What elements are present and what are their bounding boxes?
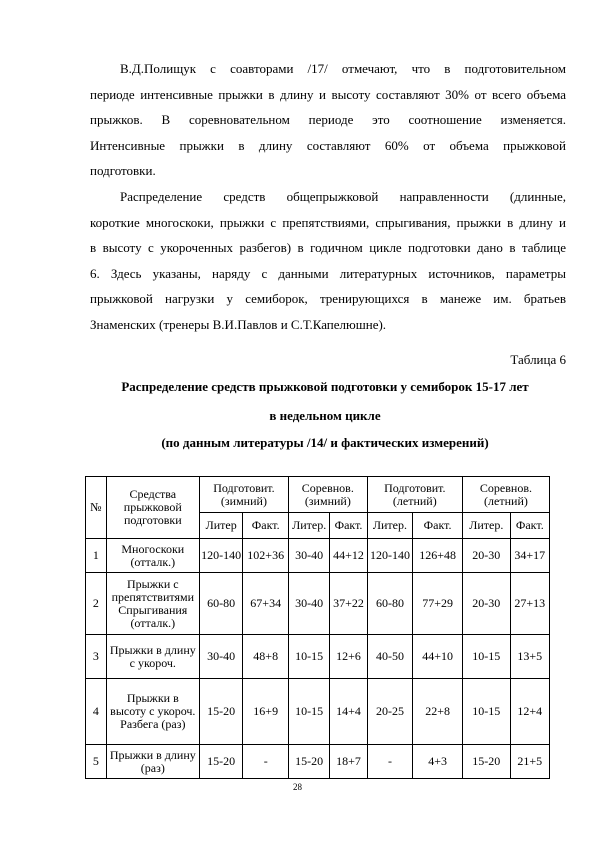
text-line: периоде интенсивные прыжки в длину и высоту составляют 30% от всего объема <box>90 86 566 102</box>
row-means: Прыжки в длину (раз) <box>106 745 199 779</box>
row-value: 27+13 <box>510 573 549 635</box>
row-value: 48+8 <box>243 635 289 679</box>
subheader-cell: Факт. <box>510 513 549 539</box>
row-value: 10-15 <box>288 635 329 679</box>
row-value: 12+4 <box>510 679 549 745</box>
row-value: 30-40 <box>199 635 243 679</box>
row-value: 44+10 <box>413 635 463 679</box>
data-table <box>85 476 550 779</box>
row-value: 30-40 <box>288 573 329 635</box>
row-value: 18+7 <box>330 745 367 779</box>
row-means: Многоскоки (отталк.) <box>106 539 199 573</box>
table-row <box>86 745 550 779</box>
row-value: 60-80 <box>367 573 413 635</box>
row-value: 30-40 <box>288 539 329 573</box>
text-line: подготовки. <box>90 163 156 179</box>
paragraph-1 <box>90 56 566 184</box>
row-value: 16+9 <box>243 679 289 745</box>
row-num: 1 <box>86 539 107 573</box>
row-value: 120-140 <box>367 539 413 573</box>
text-line: Знаменских (тренеры В.И.Павлов и С.Т.Капелюшне). <box>90 316 387 332</box>
text-line: в высоту с укороченных разбегов) в годичном цикле подготовки дано в таблице <box>90 240 566 256</box>
row-value: 77+29 <box>413 573 463 635</box>
row-value: 15-20 <box>288 745 329 779</box>
row-value: 34+17 <box>510 539 549 573</box>
row-num: 2 <box>86 573 107 635</box>
row-value: 4+3 <box>413 745 463 779</box>
table-title-line-2: в недельном цикле <box>269 408 381 423</box>
row-value: 102+36 <box>243 539 289 573</box>
table-header-row <box>86 477 550 513</box>
table-title-line-3: (по данным литературы /14/ и фактических измерений) <box>161 435 489 450</box>
row-means: Прыжки в высоту с укороч. Разбега (раз) <box>106 679 199 745</box>
row-value: 126+48 <box>413 539 463 573</box>
row-value: 22+8 <box>413 679 463 745</box>
text-line: 6. Здесь указаны, наряду с данными литературных источников, параметры <box>90 265 566 281</box>
row-num: 3 <box>86 635 107 679</box>
row-num: 4 <box>86 679 107 745</box>
table-label: Таблица 6 <box>510 352 566 367</box>
row-value: 13+5 <box>510 635 549 679</box>
row-value: 10-15 <box>462 679 510 745</box>
row-value: 40-50 <box>367 635 413 679</box>
row-value: 60-80 <box>199 573 243 635</box>
text-line: Интенсивные прыжки в длину составляют 60% от объема прыжковой <box>90 137 566 153</box>
row-value: 12+6 <box>330 635 367 679</box>
header-group: Подготовит. (зимний) <box>199 477 288 513</box>
paragraph-2 <box>90 184 566 338</box>
subheader-cell: Факт. <box>243 513 289 539</box>
row-value: 20-30 <box>462 539 510 573</box>
table-row <box>86 679 550 745</box>
row-num: 5 <box>86 745 107 779</box>
subheader-cell: Литер. <box>367 513 413 539</box>
text-line: прыжковой нагрузки у семиборок, тренирующихся в манеже им. братьев <box>90 291 566 307</box>
table-row <box>86 635 550 679</box>
text-line: Распределение средств общепрыжковой направленности (длинные, <box>120 189 566 204</box>
subheader-cell: Литер. <box>462 513 510 539</box>
row-means: Прыжки с препятствитями Спрыгивания (отталк.) <box>106 573 199 635</box>
row-value: 20-25 <box>367 679 413 745</box>
row-value: - <box>367 745 413 779</box>
header-group: Соревнов. (зимний) <box>288 477 367 513</box>
text-line: прыжков. В соревновательном периоде это соотношение изменяется. <box>90 112 566 128</box>
row-value: 15-20 <box>199 679 243 745</box>
row-value: 44+12 <box>330 539 367 573</box>
row-value: 67+34 <box>243 573 289 635</box>
table-row <box>86 573 550 635</box>
row-value: - <box>243 745 289 779</box>
row-value: 120-140 <box>199 539 243 573</box>
subheader-cell: Факт. <box>413 513 463 539</box>
row-value: 10-15 <box>462 635 510 679</box>
row-value: 37+22 <box>330 573 367 635</box>
table-body <box>86 539 550 779</box>
header-group: Соревнов. (летний) <box>462 477 549 513</box>
page-number: 28 <box>293 782 302 792</box>
subheader-cell: Литер. <box>288 513 329 539</box>
row-means: Прыжки в длину с укороч. <box>106 635 199 679</box>
header-group: Подготовит. (летний) <box>367 477 462 513</box>
header-means: Средства прыжковой подготовки <box>106 477 199 539</box>
subheader-cell: Литер <box>199 513 243 539</box>
table-row <box>86 539 550 573</box>
row-value: 20-30 <box>462 573 510 635</box>
row-value: 14+4 <box>330 679 367 745</box>
text-line: В.Д.Полищук с соавторами /17/ отмечают, что в подготовительном <box>120 61 566 76</box>
row-value: 21+5 <box>510 745 549 779</box>
subheader-cell: Факт. <box>330 513 367 539</box>
row-value: 10-15 <box>288 679 329 745</box>
row-value: 15-20 <box>199 745 243 779</box>
row-value: 15-20 <box>462 745 510 779</box>
text-line: короткие многоскоки, прыжки с препятствиями, спрыгивания, прыжки в длину и <box>90 214 566 230</box>
header-num: № <box>86 477 107 539</box>
table-title-line-1: Распределение средств прыжковой подготовки у семиборок 15-17 лет <box>121 379 529 394</box>
